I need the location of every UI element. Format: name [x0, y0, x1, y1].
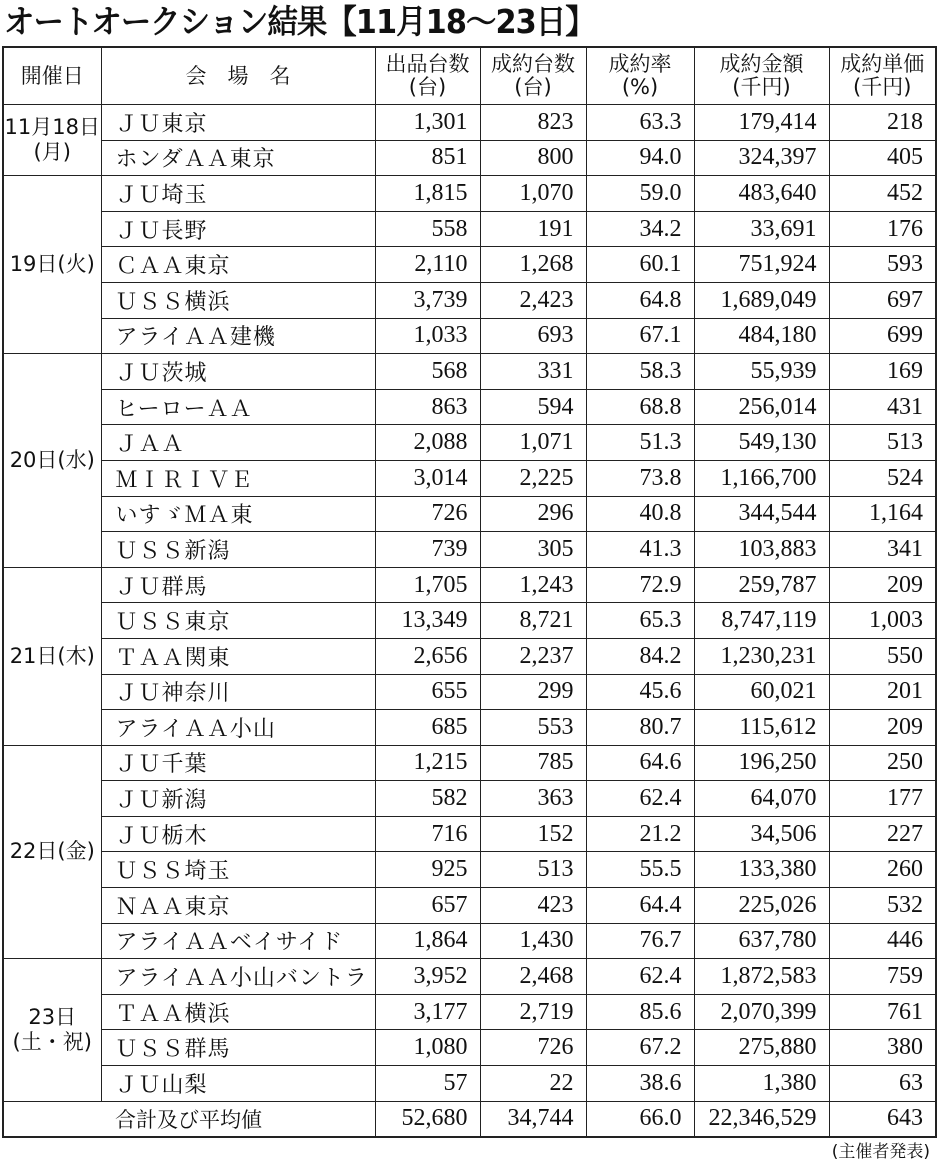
sold-cell: 823 — [480, 105, 586, 141]
rate-cell: 34.2 — [586, 211, 694, 247]
venue-cell: アライＡＡ小山 — [101, 710, 375, 746]
date-cell: 23日 (土・祝) — [3, 959, 101, 1101]
unit-price-cell: 761 — [829, 994, 936, 1030]
table-row — [3, 176, 936, 212]
sold-cell: 2,719 — [480, 994, 586, 1030]
table-row — [3, 389, 936, 425]
table-row — [3, 460, 936, 496]
unit-price-cell: 260 — [829, 852, 936, 888]
sold-cell: 594 — [480, 389, 586, 425]
listed-cell: 582 — [375, 781, 480, 817]
sold-cell: 2,423 — [480, 282, 586, 318]
table-row — [3, 1066, 936, 1102]
sold-cell: 305 — [480, 532, 586, 568]
total-rate-cell: 66.0 — [586, 1101, 694, 1137]
rate-cell: 84.2 — [586, 638, 694, 674]
date-cell: 22日(金) — [3, 745, 101, 959]
table-row — [3, 781, 936, 817]
venue-cell: ＪＵ神奈川 — [101, 674, 375, 710]
header-sold: 成約台数 (台) — [480, 47, 586, 105]
table-row — [3, 105, 936, 141]
sold-cell: 331 — [480, 354, 586, 390]
rate-cell: 40.8 — [586, 496, 694, 532]
venue-cell: ＭＩＲＩＶＥ — [101, 460, 375, 496]
rate-cell: 41.3 — [586, 532, 694, 568]
amount-cell: 484,180 — [694, 318, 829, 354]
table-row — [3, 211, 936, 247]
table-row — [3, 852, 936, 888]
rate-cell: 80.7 — [586, 710, 694, 746]
sold-cell: 8,721 — [480, 603, 586, 639]
venue-cell: ＪＵ新潟 — [101, 781, 375, 817]
sold-cell: 800 — [480, 140, 586, 176]
rate-cell: 38.6 — [586, 1066, 694, 1102]
amount-cell: 103,883 — [694, 532, 829, 568]
header-listed: 出品台数 (台) — [375, 47, 480, 105]
unit-price-cell: 169 — [829, 354, 936, 390]
amount-cell: 64,070 — [694, 781, 829, 817]
listed-cell: 3,739 — [375, 282, 480, 318]
venue-cell: ＪＵ長野 — [101, 211, 375, 247]
listed-cell: 57 — [375, 1066, 480, 1102]
listed-cell: 716 — [375, 816, 480, 852]
venue-cell: ＪＵ山梨 — [101, 1066, 375, 1102]
unit-price-cell: 759 — [829, 959, 936, 995]
venue-cell: ＵＳＳ新潟 — [101, 532, 375, 568]
venue-cell: ＪＵ茨城 — [101, 354, 375, 390]
rate-cell: 45.6 — [586, 674, 694, 710]
unit-price-cell: 452 — [829, 176, 936, 212]
table-body — [3, 105, 936, 1138]
amount-cell: 256,014 — [694, 389, 829, 425]
amount-cell: 549,130 — [694, 425, 829, 461]
date-cell: 11月18日 (月) — [3, 105, 101, 176]
table-row — [3, 1030, 936, 1066]
total-label: 合計及び平均値 — [101, 1101, 375, 1137]
rate-cell: 58.3 — [586, 354, 694, 390]
rate-cell: 64.4 — [586, 888, 694, 924]
amount-cell: 179,414 — [694, 105, 829, 141]
venue-cell: ＪＵ栃木 — [101, 816, 375, 852]
unit-price-cell: 513 — [829, 425, 936, 461]
listed-cell: 1,080 — [375, 1030, 480, 1066]
table-row — [3, 923, 936, 959]
venue-cell: ホンダＡＡ東京 — [101, 140, 375, 176]
amount-cell: 1,166,700 — [694, 460, 829, 496]
sold-cell: 1,070 — [480, 176, 586, 212]
listed-cell: 2,656 — [375, 638, 480, 674]
unit-price-cell: 176 — [829, 211, 936, 247]
table-row — [3, 638, 936, 674]
rate-cell: 60.1 — [586, 247, 694, 283]
listed-cell: 13,349 — [375, 603, 480, 639]
unit-price-cell: 446 — [829, 923, 936, 959]
sold-cell: 299 — [480, 674, 586, 710]
table-row — [3, 888, 936, 924]
rate-cell: 63.3 — [586, 105, 694, 141]
unit-price-cell: 405 — [829, 140, 936, 176]
sold-cell: 423 — [480, 888, 586, 924]
listed-cell: 1,864 — [375, 923, 480, 959]
listed-cell: 1,033 — [375, 318, 480, 354]
unit-price-cell: 63 — [829, 1066, 936, 1102]
amount-cell: 55,939 — [694, 354, 829, 390]
unit-price-cell: 250 — [829, 745, 936, 781]
amount-cell: 2,070,399 — [694, 994, 829, 1030]
unit-price-cell: 532 — [829, 888, 936, 924]
sold-cell: 2,225 — [480, 460, 586, 496]
venue-cell: ＮＡＡ東京 — [101, 888, 375, 924]
venue-cell: いすゞＭＡ東 — [101, 496, 375, 532]
sold-cell: 785 — [480, 745, 586, 781]
unit-price-cell: 341 — [829, 532, 936, 568]
sold-cell: 191 — [480, 211, 586, 247]
sold-cell: 1,243 — [480, 567, 586, 603]
venue-cell: ＵＳＳ横浜 — [101, 282, 375, 318]
unit-price-cell: 1,003 — [829, 603, 936, 639]
amount-cell: 275,880 — [694, 1030, 829, 1066]
sold-cell: 152 — [480, 816, 586, 852]
amount-cell: 483,640 — [694, 176, 829, 212]
table-header-row — [3, 47, 936, 105]
unit-price-cell: 227 — [829, 816, 936, 852]
amount-cell: 637,780 — [694, 923, 829, 959]
venue-cell: ＪＡＡ — [101, 425, 375, 461]
sold-cell: 2,468 — [480, 959, 586, 995]
rate-cell: 64.8 — [586, 282, 694, 318]
listed-cell: 3,014 — [375, 460, 480, 496]
venue-cell: アライＡＡ建機 — [101, 318, 375, 354]
listed-cell: 1,215 — [375, 745, 480, 781]
amount-cell: 751,924 — [694, 247, 829, 283]
amount-cell: 33,691 — [694, 211, 829, 247]
venue-cell: ＴＡＡ横浜 — [101, 994, 375, 1030]
unit-price-cell: 524 — [829, 460, 936, 496]
total-blank-cell — [3, 1101, 101, 1137]
amount-cell: 60,021 — [694, 674, 829, 710]
rate-cell: 62.4 — [586, 959, 694, 995]
venue-cell: ＴＡＡ関東 — [101, 638, 375, 674]
amount-cell: 115,612 — [694, 710, 829, 746]
amount-cell: 324,397 — [694, 140, 829, 176]
table-row — [3, 247, 936, 283]
venue-cell: ＪＵ東京 — [101, 105, 375, 141]
table-row — [3, 425, 936, 461]
sold-cell: 553 — [480, 710, 586, 746]
unit-price-cell: 697 — [829, 282, 936, 318]
rate-cell: 59.0 — [586, 176, 694, 212]
listed-cell: 1,301 — [375, 105, 480, 141]
amount-cell: 133,380 — [694, 852, 829, 888]
sold-cell: 1,071 — [480, 425, 586, 461]
header-rate: 成約率 (%) — [586, 47, 694, 105]
date-cell: 19日(火) — [3, 176, 101, 354]
venue-cell: ＵＳＳ群馬 — [101, 1030, 375, 1066]
listed-cell: 726 — [375, 496, 480, 532]
total-unit-price-cell: 643 — [829, 1101, 936, 1137]
table-row — [3, 710, 936, 746]
sold-cell: 22 — [480, 1066, 586, 1102]
venue-cell: ＪＵ千葉 — [101, 745, 375, 781]
listed-cell: 685 — [375, 710, 480, 746]
table-row — [3, 496, 936, 532]
unit-price-cell: 1,164 — [829, 496, 936, 532]
table-row — [3, 994, 936, 1030]
table-row — [3, 354, 936, 390]
sold-cell: 513 — [480, 852, 586, 888]
amount-cell: 1,230,231 — [694, 638, 829, 674]
table-row — [3, 745, 936, 781]
unit-price-cell: 380 — [829, 1030, 936, 1066]
amount-cell: 196,250 — [694, 745, 829, 781]
header-venue: 会 場 名 — [101, 47, 375, 105]
rate-cell: 64.6 — [586, 745, 694, 781]
table-row — [3, 318, 936, 354]
venue-cell: ＵＳＳ埼玉 — [101, 852, 375, 888]
listed-cell: 2,088 — [375, 425, 480, 461]
sold-cell: 2,237 — [480, 638, 586, 674]
results-table — [2, 46, 937, 1138]
amount-cell: 344,544 — [694, 496, 829, 532]
total-amount-cell: 22,346,529 — [694, 1101, 829, 1137]
unit-price-cell: 177 — [829, 781, 936, 817]
rate-cell: 55.5 — [586, 852, 694, 888]
rate-cell: 76.7 — [586, 923, 694, 959]
source-note: (主催者発表) — [831, 1142, 930, 1162]
listed-cell: 655 — [375, 674, 480, 710]
listed-cell: 568 — [375, 354, 480, 390]
sold-cell: 693 — [480, 318, 586, 354]
listed-cell: 2,110 — [375, 247, 480, 283]
listed-cell: 863 — [375, 389, 480, 425]
table-row — [3, 532, 936, 568]
table-row — [3, 603, 936, 639]
table-row — [3, 282, 936, 318]
rate-cell: 21.2 — [586, 816, 694, 852]
unit-price-cell: 699 — [829, 318, 936, 354]
header-unit-price: 成約単価 (千円) — [829, 47, 936, 105]
table-row — [3, 674, 936, 710]
unit-price-cell: 593 — [829, 247, 936, 283]
unit-price-cell: 209 — [829, 710, 936, 746]
unit-price-cell: 431 — [829, 389, 936, 425]
listed-cell: 851 — [375, 140, 480, 176]
total-sold-cell: 34,744 — [480, 1101, 586, 1137]
rate-cell: 67.2 — [586, 1030, 694, 1066]
amount-cell: 1,380 — [694, 1066, 829, 1102]
sold-cell: 1,430 — [480, 923, 586, 959]
venue-cell: ＵＳＳ東京 — [101, 603, 375, 639]
listed-cell: 3,952 — [375, 959, 480, 995]
listed-cell: 3,177 — [375, 994, 480, 1030]
amount-cell: 1,872,583 — [694, 959, 829, 995]
venue-cell: ヒーローＡＡ — [101, 389, 375, 425]
sold-cell: 1,268 — [480, 247, 586, 283]
rate-cell: 68.8 — [586, 389, 694, 425]
table-row — [3, 140, 936, 176]
listed-cell: 925 — [375, 852, 480, 888]
header-date: 開催日 — [3, 47, 101, 105]
amount-cell: 225,026 — [694, 888, 829, 924]
page-title: オートオークション結果【11月18〜23日】 — [4, 2, 595, 41]
table-row — [3, 567, 936, 603]
table-row — [3, 959, 936, 995]
unit-price-cell: 209 — [829, 567, 936, 603]
amount-cell: 1,689,049 — [694, 282, 829, 318]
venue-cell: ＪＵ埼玉 — [101, 176, 375, 212]
rate-cell: 62.4 — [586, 781, 694, 817]
table-row — [3, 816, 936, 852]
amount-cell: 259,787 — [694, 567, 829, 603]
rate-cell: 67.1 — [586, 318, 694, 354]
listed-cell: 1,705 — [375, 567, 480, 603]
listed-cell: 657 — [375, 888, 480, 924]
date-cell: 21日(木) — [3, 567, 101, 745]
rate-cell: 85.6 — [586, 994, 694, 1030]
listed-cell: 739 — [375, 532, 480, 568]
amount-cell: 34,506 — [694, 816, 829, 852]
rate-cell: 73.8 — [586, 460, 694, 496]
date-cell: 20日(水) — [3, 354, 101, 568]
amount-cell: 8,747,119 — [694, 603, 829, 639]
listed-cell: 1,815 — [375, 176, 480, 212]
sold-cell: 726 — [480, 1030, 586, 1066]
venue-cell: アライＡＡベイサイド — [101, 923, 375, 959]
unit-price-cell: 201 — [829, 674, 936, 710]
rate-cell: 65.3 — [586, 603, 694, 639]
rate-cell: 72.9 — [586, 567, 694, 603]
rate-cell: 51.3 — [586, 425, 694, 461]
venue-cell: ＪＵ群馬 — [101, 567, 375, 603]
header-amount: 成約金額 (千円) — [694, 47, 829, 105]
sold-cell: 296 — [480, 496, 586, 532]
total-row — [3, 1101, 936, 1137]
total-listed-cell: 52,680 — [375, 1101, 480, 1137]
rate-cell: 94.0 — [586, 140, 694, 176]
unit-price-cell: 218 — [829, 105, 936, 141]
listed-cell: 558 — [375, 211, 480, 247]
unit-price-cell: 550 — [829, 638, 936, 674]
venue-cell: ＣＡＡ東京 — [101, 247, 375, 283]
sold-cell: 363 — [480, 781, 586, 817]
venue-cell: アライＡＡ小山バントラ — [101, 959, 375, 995]
